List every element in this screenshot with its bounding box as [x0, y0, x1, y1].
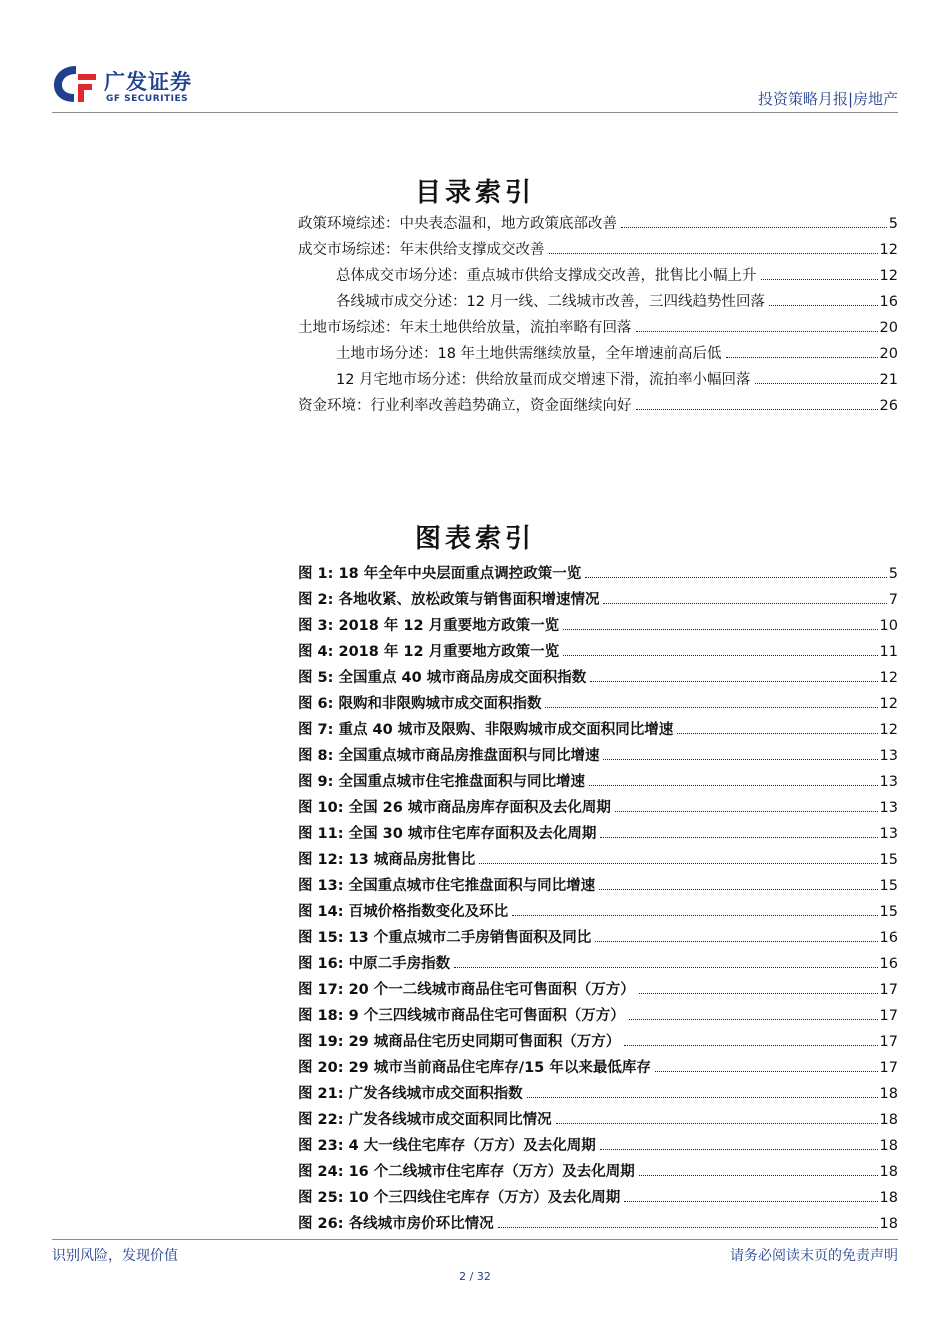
logo-english-name: GF SECURITIES	[106, 94, 189, 104]
figure-entry[interactable]	[298, 588, 898, 614]
dot-leader	[527, 1097, 878, 1098]
figure-entry[interactable]	[298, 822, 898, 848]
figure-entry-text: 图 11: 全国 30 城市住宅库存面积及去化周期	[298, 826, 597, 842]
toc-entry[interactable]	[298, 342, 898, 368]
toc-entry-text: 成交市场综述：年末供给支撑成交改善	[298, 242, 545, 258]
toc-entry-text: 土地市场分述：18 年土地供需继续放量，全年增速前高后低	[336, 346, 722, 362]
dot-leader	[556, 1123, 878, 1124]
figure-entry[interactable]	[298, 692, 898, 718]
figure-entry[interactable]	[298, 1212, 898, 1238]
dot-leader	[479, 863, 877, 864]
figure-entry-text: 图 21: 广发各线城市成交面积指数	[298, 1086, 523, 1102]
figure-entry-page: 18	[879, 1112, 898, 1128]
page-header	[52, 58, 898, 112]
figure-entry-text: 图 19: 29 城商品住宅历史同期可售面积（万方）	[298, 1034, 621, 1050]
toc-entry-text: 各线城市成交分述：12 月一线、二线城市改善，三四线趋势性回落	[336, 294, 766, 310]
figure-entry[interactable]	[298, 1056, 898, 1082]
figure-entry[interactable]	[298, 926, 898, 952]
figure-entry[interactable]	[298, 614, 898, 640]
toc-entry-text: 12 月宅地市场分述：供给放量而成交增速下滑，流拍率小幅回落	[336, 372, 751, 388]
figure-entry[interactable]	[298, 718, 898, 744]
figure-entry-text: 图 6: 限购和非限购城市成交面积指数	[298, 696, 542, 712]
toc-entry-page: 21	[879, 372, 898, 388]
dot-leader	[600, 1149, 878, 1150]
figure-entry-text: 图 4: 2018 年 12 月重要地方政策一览	[298, 644, 560, 660]
dot-leader	[615, 811, 878, 812]
dot-leader	[624, 1201, 877, 1202]
figure-entry-text: 图 1: 18 年全年中央层面重点调控政策一览	[298, 566, 582, 582]
figure-entry-page: 18	[879, 1164, 898, 1180]
toc-entry[interactable]	[298, 290, 898, 316]
figure-entry[interactable]	[298, 848, 898, 874]
figure-entry-text: 图 7: 重点 40 城市及限购、非限购城市成交面积同比增速	[298, 722, 674, 738]
toc-entry-page: 16	[879, 294, 898, 310]
dot-leader	[603, 759, 877, 760]
dot-leader	[621, 227, 887, 228]
dot-leader	[726, 357, 878, 358]
toc-entry-page: 20	[879, 346, 898, 362]
footer-slogan: 识别风险，发现价值	[52, 1248, 178, 1264]
dot-leader	[629, 1019, 878, 1020]
toc-entry-page: 20	[879, 320, 898, 336]
figure-entry[interactable]	[298, 874, 898, 900]
toc-entry[interactable]	[298, 394, 898, 420]
figure-entry-text: 图 17: 20 个一二线城市商品住宅可售面积（万方）	[298, 982, 635, 998]
figure-entry-page: 13	[879, 748, 898, 764]
figure-entry-text: 图 8: 全国重点城市商品房推盘面积与同比增速	[298, 748, 600, 764]
dot-leader	[603, 603, 886, 604]
figure-entry-page: 16	[879, 956, 898, 972]
figure-entry[interactable]	[298, 900, 898, 926]
dot-leader	[624, 1045, 877, 1046]
dot-leader	[585, 577, 887, 578]
figure-entry-page: 13	[879, 826, 898, 842]
figure-entry-page: 18	[879, 1190, 898, 1206]
figure-entry-text: 图 10: 全国 26 城市商品房库存面积及去化周期	[298, 800, 611, 816]
dot-leader	[755, 383, 878, 384]
dot-leader	[595, 941, 877, 942]
figure-entry-text: 图 14: 百城价格指数变化及环比	[298, 904, 509, 920]
figure-entry-page: 11	[879, 644, 898, 660]
toc-entry[interactable]	[298, 264, 898, 290]
dot-leader	[599, 889, 877, 890]
figure-entry[interactable]	[298, 1030, 898, 1056]
figure-entry-text: 图 23: 4 大一线住宅库存（万方）及去化周期	[298, 1138, 596, 1154]
logo-chinese-name: 广发证券	[104, 70, 192, 94]
figure-entry-page: 10	[879, 618, 898, 634]
figure-entry-page: 13	[879, 774, 898, 790]
figure-entry-text: 图 20: 29 城市当前商品住宅库存/15 年以来最低库存	[298, 1060, 651, 1076]
figure-entry[interactable]	[298, 1082, 898, 1108]
figure-entry[interactable]	[298, 1160, 898, 1186]
figure-entry[interactable]	[298, 1108, 898, 1134]
dot-leader	[589, 785, 878, 786]
figure-entry-page: 18	[879, 1138, 898, 1154]
dot-leader	[563, 629, 877, 630]
figure-entry-text: 图 3: 2018 年 12 月重要地方政策一览	[298, 618, 560, 634]
figure-entry-page: 15	[879, 878, 898, 894]
figure-entry-text: 图 24: 16 个二线城市住宅库存（万方）及去化周期	[298, 1164, 635, 1180]
toc-entry[interactable]	[298, 212, 898, 238]
toc-entry-text: 政策环境综述：中央表态温和，地方政策底部改善	[298, 216, 617, 232]
dot-leader	[549, 253, 878, 254]
footer-disclaimer: 请务必阅读末页的免责声明	[730, 1248, 898, 1264]
toc-entry-text: 资金环境：行业利率改善趋势确立，资金面继续向好	[298, 398, 632, 414]
figure-entry-page: 17	[879, 1008, 898, 1024]
figure-entry-page: 5	[888, 566, 898, 582]
figure-entry-text: 图 13: 全国重点城市住宅推盘面积与同比增速	[298, 878, 596, 894]
report-type: 投资策略月报|房地产	[757, 90, 898, 108]
figure-entry[interactable]	[298, 952, 898, 978]
footer-divider	[52, 1239, 898, 1240]
dot-leader	[636, 331, 878, 332]
figure-entry-text: 图 16: 中原二手房指数	[298, 956, 451, 972]
toc-entry[interactable]	[298, 316, 898, 342]
dot-leader	[677, 733, 877, 734]
dot-leader	[636, 409, 878, 410]
toc-entry-text: 总体成交市场分述：重点城市供给支撑成交改善，批售比小幅上升	[336, 268, 757, 284]
figure-entry-page: 12	[879, 670, 898, 686]
figure-entry-text: 图 2: 各地收紧、放松政策与销售面积增速情况	[298, 592, 600, 608]
toc-entry-page: 12	[879, 242, 898, 258]
dot-leader	[600, 837, 877, 838]
dot-leader	[545, 707, 877, 708]
figure-entry-text: 图 26: 各线城市房价环比情况	[298, 1216, 494, 1232]
figure-entry-text: 图 15: 13 个重点城市二手房销售面积及同比	[298, 930, 592, 946]
figure-entry-page: 18	[879, 1086, 898, 1102]
header-divider	[52, 112, 898, 113]
dot-leader	[498, 1227, 878, 1228]
figure-entry[interactable]	[298, 770, 898, 796]
company-logo	[52, 58, 222, 110]
dot-leader	[655, 1071, 878, 1072]
dot-leader	[590, 681, 877, 682]
figure-entry-page: 17	[879, 1034, 898, 1050]
toc-list	[298, 212, 898, 420]
figure-entry[interactable]	[298, 796, 898, 822]
figure-entry-text: 图 5: 全国重点 40 城市商品房成交面积指数	[298, 670, 587, 686]
figure-entry-page: 7	[888, 592, 898, 608]
figure-entry-page: 15	[879, 904, 898, 920]
figure-index-title: 图表索引	[414, 524, 535, 554]
gf-logo-icon	[52, 64, 100, 104]
toc-entry-page: 12	[879, 268, 898, 284]
figure-entry-page: 17	[879, 1060, 898, 1076]
figure-entry[interactable]	[298, 562, 898, 588]
figure-entry[interactable]	[298, 666, 898, 692]
toc-entry-page: 5	[888, 216, 898, 232]
figure-index-list	[298, 562, 898, 1238]
dot-leader	[639, 1175, 878, 1176]
figure-entry[interactable]	[298, 978, 898, 1004]
figure-entry-page: 13	[879, 800, 898, 816]
figure-entry-text: 图 12: 13 城商品房批售比	[298, 852, 476, 868]
figure-entry-page: 12	[879, 696, 898, 712]
figure-entry-text: 图 22: 广发各线城市成交面积同比情况	[298, 1112, 552, 1128]
figure-entry[interactable]	[298, 744, 898, 770]
figure-entry-page: 12	[879, 722, 898, 738]
dot-leader	[563, 655, 877, 656]
dot-leader	[761, 279, 878, 280]
figure-entry-text: 图 25: 10 个三四线住宅库存（万方）及去化周期	[298, 1190, 621, 1206]
figure-entry[interactable]	[298, 1134, 898, 1160]
toc-entry-page: 26	[879, 398, 898, 414]
toc-entry-text: 土地市场综述：年末土地供给放量，流拍率略有回落	[298, 320, 632, 336]
figure-entry-page: 15	[879, 852, 898, 868]
figure-entry[interactable]	[298, 1186, 898, 1212]
figure-entry[interactable]	[298, 1004, 898, 1030]
toc-entry[interactable]	[298, 238, 898, 264]
dot-leader	[454, 967, 877, 968]
dot-leader	[512, 915, 877, 916]
page-number: 2 / 32	[459, 1270, 491, 1283]
figure-entry-page: 17	[879, 982, 898, 998]
toc-entry[interactable]	[298, 368, 898, 394]
figure-entry-text: 图 9: 全国重点城市住宅推盘面积与同比增速	[298, 774, 585, 790]
dot-leader	[769, 305, 877, 306]
figure-entry[interactable]	[298, 640, 898, 666]
toc-title: 目录索引	[414, 178, 535, 208]
figure-entry-page: 16	[879, 930, 898, 946]
dot-leader	[639, 993, 878, 994]
figure-entry-page: 18	[879, 1216, 898, 1232]
figure-entry-text: 图 18: 9 个三四线城市商品住宅可售面积（万方）	[298, 1008, 625, 1024]
